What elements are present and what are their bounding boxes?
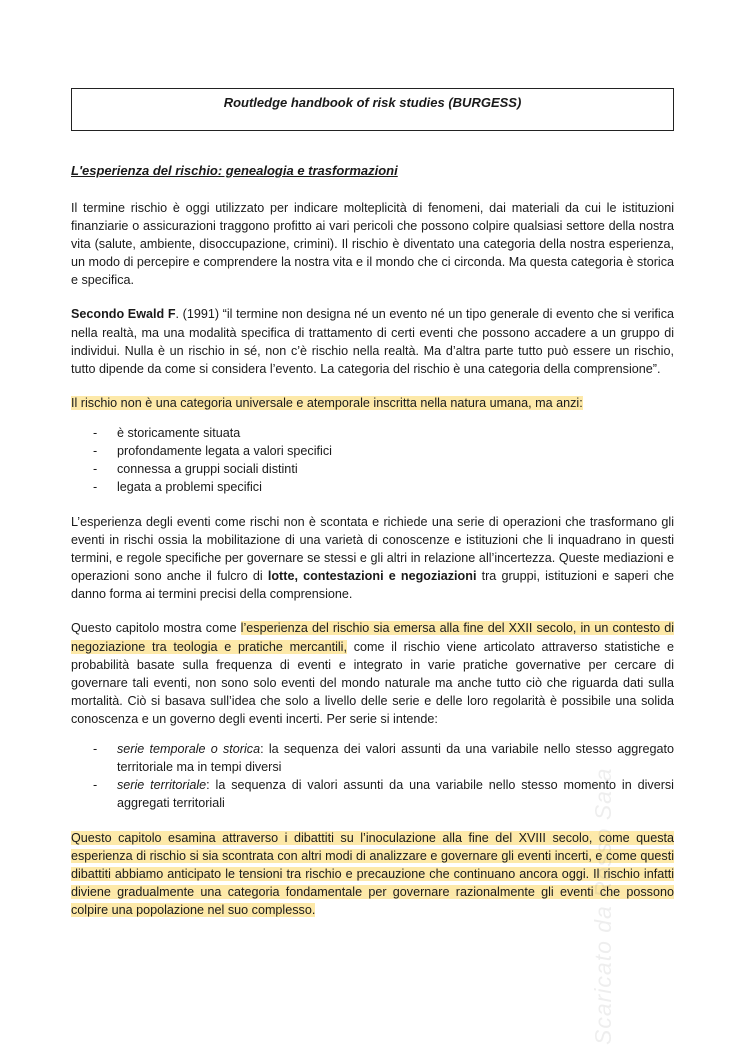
document-page — [71, 88, 674, 919]
list-item: - profondamente legata a valori specifici — [71, 442, 674, 460]
paragraph-1: Il termine rischio è oggi utilizzato per indicare molteplicità di fenomeni, dai materiali da cui le istituzioni finanziarie o assicurazioni traggono profitto ai vari pericoli che possono colpire qualsiasi settore della nostra vita (salute, ambiente, disoccupazione, crimini). Il rischio è diventato una categoria della nostra esperienza, un modo di percepire e comprendere la nostra vita e il mondo che ci circonda. Ma questa categoria è storica e specifica. — [71, 201, 674, 288]
list-item: - connessa a gruppi sociali distinti — [71, 460, 674, 478]
list-item: - legata a problemi specifici — [71, 478, 674, 496]
paragraph-5-highlight: l’esperienza del rischio sia emersa alla fine del XXII secolo, in un contesto di negoziazione tra teologia e pratiche mercantili, — [71, 621, 674, 654]
paragraph-4-text: L’esperienza degli eventi come rischi non è scontata e richiede una serie di operazioni che trasformano gli eventi in rischi ossia la mobilitazione di una varietà di conoscenze e istituzioni che li inquadrano in questi termini, e regole specifiche per governare se stessi e gli altri in relazione all’incertezza. Queste mediazioni e operazioni sono anche il fulcro di — [71, 514, 674, 584]
series-term: serie temporale o storica — [117, 741, 261, 756]
list-item — [71, 740, 674, 776]
list-item — [71, 776, 674, 812]
paragraph-4-text-end: tra gruppi, istituzioni e saperi che danno forma ai termini precisi della comprensione. — [71, 569, 674, 602]
title-box — [71, 88, 674, 131]
paragraph-6 — [71, 829, 674, 919]
paragraph-2 — [71, 305, 674, 377]
series-list — [71, 740, 674, 812]
paragraph-5-text-end: come il rischio viene articolato attraverso statistiche e probabilità basate sulla frequenza di eventi e integrato in varie pratiche governative per cercare di governare tali eventi, non sono solo eventi del mondo naturale ma anche tutto ciò che riguarda dati sulla mortalità. Ciò si basava sull’idea che solo a livello delle serie e delle loro regolarità è possibile una solida conoscenza e un governo degli eventi incerti. Per serie si intende: — [71, 639, 674, 726]
paragraph-5 — [71, 619, 674, 728]
series-definition: : la sequenza dei valori assunti da una variabile nello stesso aggregato territoriale ma in tempi diversi — [117, 741, 674, 774]
paragraph-5-text: Questo capitolo mostra come — [71, 621, 241, 636]
paragraph-4-bold: lotte, contestazioni e negoziazioni — [267, 569, 477, 584]
paragraph-3 — [71, 394, 674, 412]
characteristics-list — [71, 424, 674, 496]
section-heading: L'esperienza del rischio: genealogia e trasformazioni — [71, 163, 398, 178]
ewald-citation: Secondo Ewald F — [71, 307, 176, 322]
series-definition: : la sequenza di valori assunti da una variabile nello stesso momento in diversi aggregati territoriali — [117, 777, 674, 810]
ewald-quote: . (1991) “il termine non designa né un evento né un tipo generale di evento che si verifica nella realtà, ma una modalità specifica di trattamento di certi eventi che possono accadere a un gruppo di individui. Nulla è un rischio in sé, non c’è rischio nella realtà. Ma d’altra parte tutto può essere un rischio, tutto dipende da come si considera l’evento. La categoria del rischio è una categoria della comprensione”. — [71, 307, 674, 376]
paragraph-6-highlight: Questo capitolo esamina attraverso i dibattiti su l’inoculazione alla fine del XVIII secolo, come questa esperienza di rischio si sia scontrata con altri modi di analizzare e governare gli eventi incerti, e come questi dibattiti abbiamo anticipato le tensioni tra rischio e precauzione che continuano ancora oggi. Il rischio infatti diviene gradualmente una categoria fondamentale per governare razionalmente gli eventi che possono colpire una popolazione nel suo complesso. — [71, 830, 674, 918]
list-item: - è storicamente situata — [71, 424, 674, 442]
series-term: serie territoriale — [117, 777, 207, 792]
highlighted-statement: Il rischio non è una categoria universale e atemporale inscritta nella natura umana, ma anzi: — [71, 395, 583, 410]
paragraph-4 — [71, 513, 674, 603]
watermark: Scaricato da Rosso Sara — [590, 767, 616, 1045]
document-title: Routledge handbook of risk studies (BURGESS) — [223, 95, 522, 110]
